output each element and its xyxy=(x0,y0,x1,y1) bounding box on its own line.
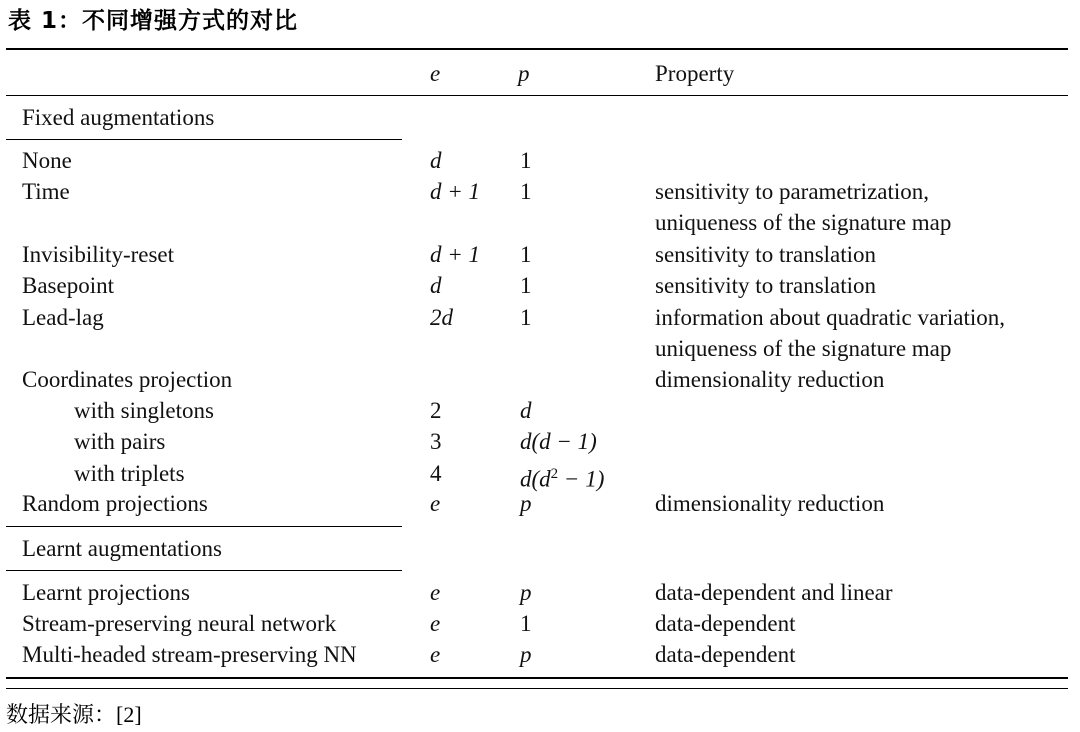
top-rule xyxy=(6,48,1068,50)
row-p: p xyxy=(520,642,532,667)
row-property-cont: uniqueness of the signature map xyxy=(655,336,952,361)
row-p: 1 xyxy=(520,273,532,298)
row-e: d + 1 xyxy=(430,242,481,267)
row-name: with triplets xyxy=(74,461,185,486)
source-ref: [2] xyxy=(116,702,142,727)
row-p: 1 xyxy=(520,148,532,173)
row-p: 1 xyxy=(520,611,532,636)
row-e: e xyxy=(430,642,441,667)
row-e: e xyxy=(430,580,441,605)
row-property: sensitivity to parametrization, xyxy=(655,179,930,204)
section-divider xyxy=(6,526,402,527)
row-name: Time xyxy=(22,179,70,204)
row-property: sensitivity to translation xyxy=(655,273,877,298)
row-name: Learnt projections xyxy=(22,580,190,605)
header-property: Property xyxy=(655,61,735,86)
row-p: 1 xyxy=(520,179,532,204)
row-p: d xyxy=(520,398,532,423)
row-name: Random projections xyxy=(22,491,208,516)
header-rule xyxy=(6,95,1068,96)
row-name: Invisibility-reset xyxy=(22,242,175,267)
header-p: p xyxy=(518,61,530,86)
row-property: data-dependent xyxy=(655,642,796,667)
section-rule-learnt xyxy=(6,570,402,571)
row-p-tail: − 1) xyxy=(558,466,605,492)
row-name: Basepoint xyxy=(22,273,114,298)
section-title-learnt: Learnt augmentations xyxy=(22,536,222,561)
row-property: data-dependent and linear xyxy=(655,580,893,605)
row-property: sensitivity to translation xyxy=(655,242,877,267)
row-name: Stream-preserving neural network xyxy=(22,611,337,636)
row-property: information about quadratic variation, xyxy=(655,305,1005,330)
row-e: d xyxy=(430,148,442,173)
row-e: 4 xyxy=(430,461,442,486)
row-name: None xyxy=(22,148,72,173)
row-name: with singletons xyxy=(74,398,214,423)
row-e: 3 xyxy=(430,429,442,454)
row-e: d xyxy=(430,273,442,298)
row-e: d + 1 xyxy=(430,179,481,204)
row-name: with pairs xyxy=(74,429,166,454)
header-e: e xyxy=(430,61,441,86)
row-p: p xyxy=(520,580,532,605)
row-p: 1 xyxy=(520,242,532,267)
row-name: Lead-lag xyxy=(22,305,104,330)
section-rule-fixed xyxy=(6,139,402,140)
row-p: d(d − 1) xyxy=(520,429,597,454)
bottom-rule-thin xyxy=(6,688,1068,689)
section-title-fixed: Fixed augmentations xyxy=(22,105,215,130)
row-e: 2 xyxy=(430,398,442,423)
row-p-exponent: 2 xyxy=(550,466,559,482)
row-name: Multi-headed stream-preserving NN xyxy=(22,642,357,667)
row-p xyxy=(520,460,604,494)
row-p: 1 xyxy=(520,305,532,330)
row-p-base: d(d xyxy=(520,466,551,492)
bottom-rule xyxy=(6,677,1068,679)
source-note xyxy=(6,698,142,729)
row-e: 2d xyxy=(430,305,453,330)
row-property: dimensionality reduction xyxy=(655,367,885,392)
row-e: e xyxy=(430,491,441,516)
source-label: 数据来源： xyxy=(6,703,117,728)
row-e: e xyxy=(430,611,441,636)
row-property: data-dependent xyxy=(655,611,796,636)
row-p: p xyxy=(520,491,532,516)
row-property: dimensionality reduction xyxy=(655,491,885,516)
row-property-cont: uniqueness of the signature map xyxy=(655,210,952,235)
row-name: Coordinates projection xyxy=(22,367,233,392)
table-caption: 表 1：不同增强方式的对比 xyxy=(8,8,299,34)
